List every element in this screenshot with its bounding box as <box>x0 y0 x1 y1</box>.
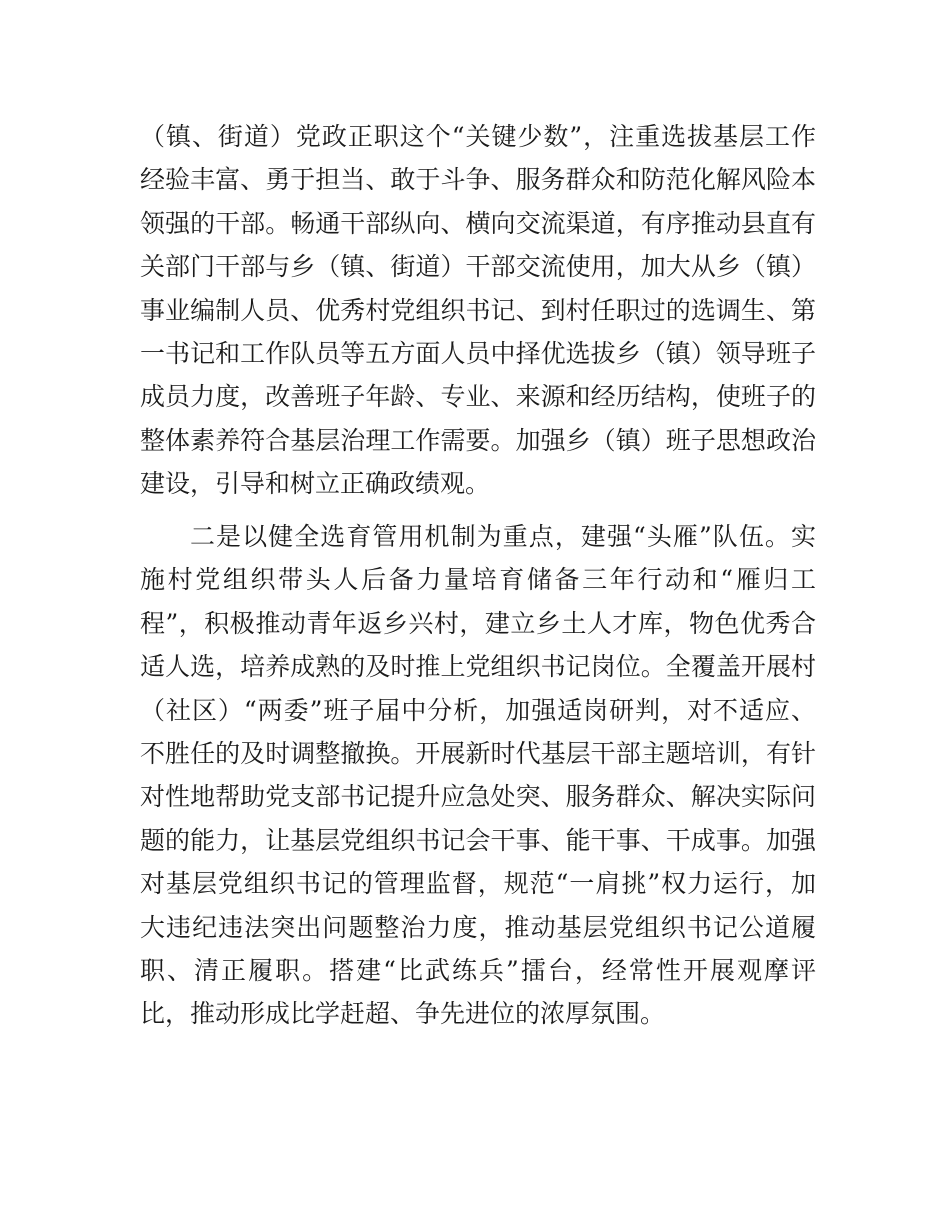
paragraph-2-first-line: 二是以健全选育管用机制为重点，建强“头雁”队伍。实 <box>190 522 816 551</box>
paragraph-1-line: 经验丰富、勇于担当、敢于斗争、服务群众和防范化解风险本 <box>140 165 816 195</box>
paragraph-1-line: 成员力度，改善班子年龄、专业、来源和经历结构，使班子的 <box>140 382 816 412</box>
paragraph-2-line: 对基层党组织书记的管理监督，规范“一肩挑”权力运行，加 <box>140 869 816 899</box>
paragraph-2-line: 对性地帮助党支部书记提升应急处突、服务群众、解决实际问 <box>140 782 816 812</box>
paragraph-2-line: 适人选，培养成熟的及时推上党组织书记岗位。全覆盖开展村 <box>140 652 816 682</box>
paragraph-1-line: 关部门干部与乡（镇、街道）干部交流使用，加大从乡（镇） <box>140 252 816 282</box>
paragraph-1-line: （镇、街道）党政正职这个“关键少数”，注重选拔基层工作 <box>140 122 816 151</box>
paragraph-1-line: 领强的干部。畅通干部纵向、横向交流渠道，有序推动县直有 <box>140 208 816 238</box>
paragraph-1 <box>140 115 816 506</box>
paragraph-1-line: 事业编制人员、优秀村党组织书记、到村任职过的选调生、第 <box>140 295 816 325</box>
paragraph-2-line: 施村党组织带头人后备力量培育储备三年行动和“雁归工 <box>140 565 816 595</box>
paragraph-1-line: 一书记和工作队员等五方面人员中择优选拔乡（镇）领导班子 <box>140 338 816 368</box>
paragraph-1-last-line: 建设，引导和树立正确政绩观。 <box>140 469 491 499</box>
paragraph-2-last-line: 比，推动形成比学赶超、争先进位的浓厚氛围。 <box>140 999 666 1029</box>
paragraph-2-line: 职、清正履职。搭建“比武练兵”擂台，经常性开展观摩评 <box>140 955 816 985</box>
paragraph-2-line: 不胜任的及时调整撤换。开展新时代基层干部主题培训，有针 <box>140 738 816 768</box>
paragraph-2-line: 程”，积极推动青年返乡兴村，建立乡土人才库，物色优秀合 <box>140 608 816 638</box>
paragraph-2-line: 大违纪违法突出问题整治力度，推动基层党组织书记公道履 <box>140 912 816 942</box>
paragraph-2-line: 题的能力，让基层党组织书记会干事、能干事、干成事。加强 <box>140 825 816 855</box>
paragraph-2 <box>140 515 816 1036</box>
paragraph-1-line: 整体素养符合基层治理工作需要。加强乡（镇）班子思想政治 <box>140 425 816 455</box>
paragraph-2-line: （社区）“两委”班子届中分析，加强适岗研判，对不适应、 <box>140 695 816 725</box>
